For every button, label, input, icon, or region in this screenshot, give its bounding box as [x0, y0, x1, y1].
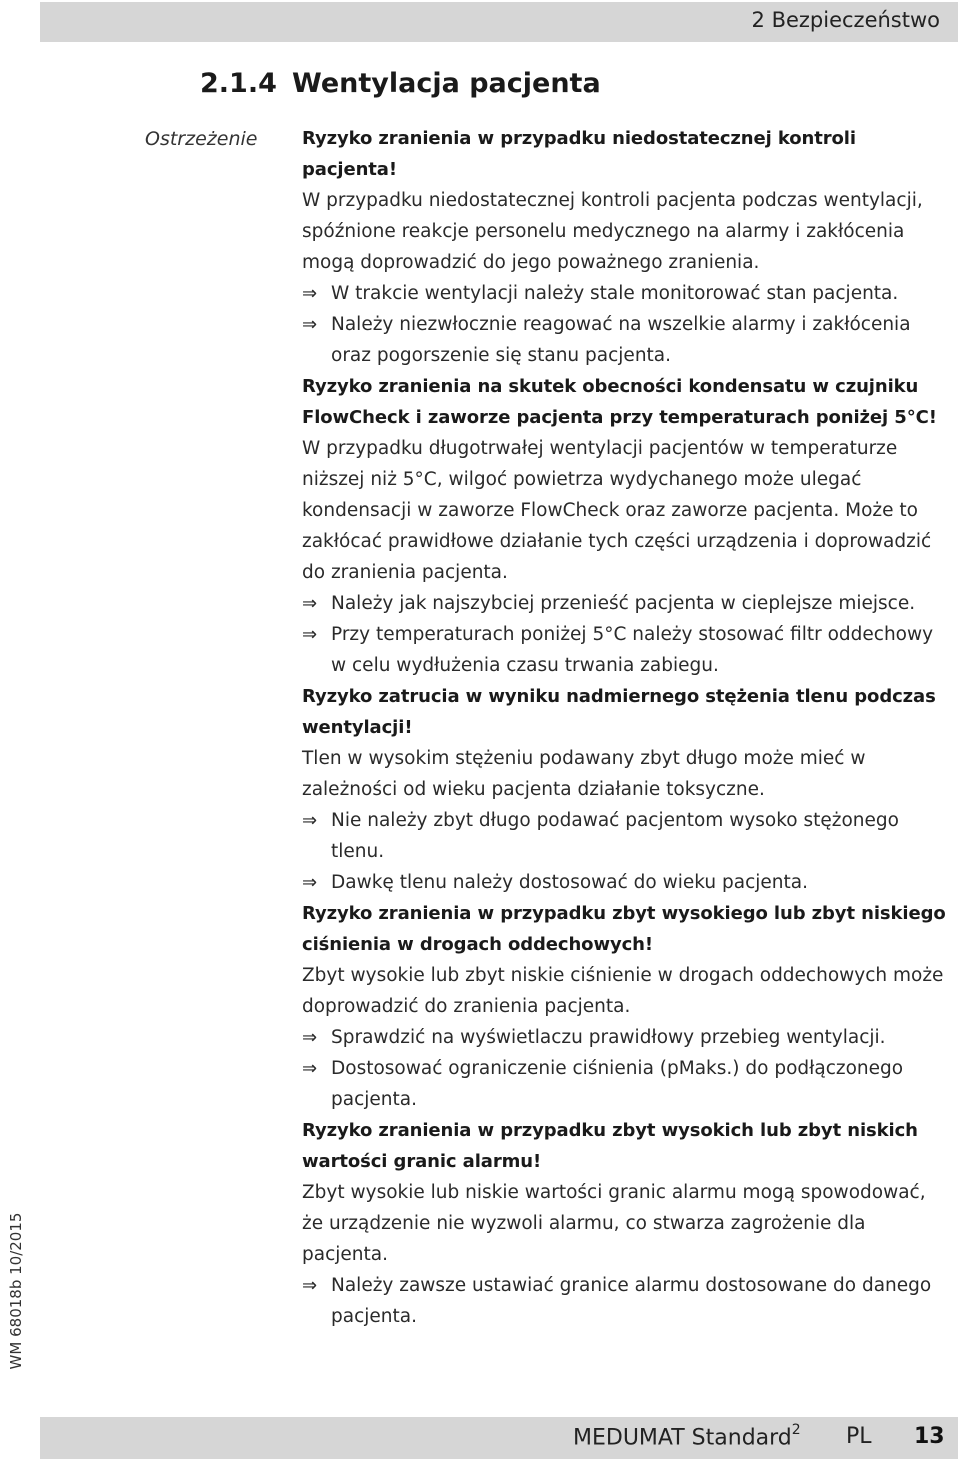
- step-text: W trakcie wentylacji należy stale monitorować stan pacjenta.: [331, 283, 899, 304]
- warning-description: Zbyt wysokie lub niskie wartości granic alarmu mogą spowodować, że urządzenie nie wyzwoli alarmu, co stwarza zagrożenie dla pacjenta.: [302, 1182, 926, 1265]
- step-text: Należy niezwłocznie reagować na wszelkie alarmy i zakłócenia oraz pogorszenie się stanu pacjenta.: [331, 314, 911, 366]
- step-text: Dawkę tlenu należy dostosować do wieku pacjenta.: [331, 872, 808, 893]
- double-arrow-right-icon: ⇒: [302, 1058, 318, 1079]
- double-arrow-right-icon: ⇒: [302, 1275, 318, 1296]
- instruction-step: [302, 1270, 952, 1332]
- warning-title: Ryzyko zranienia w przypadku zbyt wysokich lub zbyt niskich wartości granic alarmu!: [302, 1120, 918, 1172]
- step-text: Należy jak najszybciej przenieść pacjenta w cieplejsze miejsce.: [331, 593, 916, 614]
- section-number: 2.1.4: [200, 68, 277, 99]
- warning-title: Ryzyko zranienia na skutek obecności kondensatu w czujniku FlowCheck i zaworze pacjenta przy temperaturach poniżej 5°C!: [302, 376, 937, 428]
- instruction-step: [302, 1053, 952, 1115]
- page-header-bar: [40, 2, 958, 42]
- double-arrow-right-icon: ⇒: [302, 872, 318, 893]
- document-code: WM 68018b 10/2015: [7, 1212, 25, 1370]
- double-arrow-right-icon: ⇒: [302, 624, 318, 645]
- section-title: [200, 68, 601, 99]
- instruction-step: [302, 867, 952, 898]
- warnings-content: [302, 123, 952, 1332]
- step-text: Należy zawsze ustawiać granice alarmu dostosowane do danego pacjenta.: [331, 1275, 932, 1327]
- product-superscript: 2: [791, 1422, 801, 1438]
- instruction-step: [302, 309, 952, 371]
- warning-side-label: Ostrzeżenie: [145, 128, 258, 150]
- warning-description: Zbyt wysokie lub zbyt niskie ciśnienie w drogach oddechowych może doprowadzić do zranienia pacjenta.: [302, 965, 944, 1017]
- section-title-text: Wentylacja pacjenta: [292, 68, 601, 99]
- double-arrow-right-icon: ⇒: [302, 810, 318, 831]
- step-text: Nie należy zbyt długo podawać pacjentom wysoko stężonego tlenu.: [331, 810, 899, 862]
- warning-description: Tlen w wysokim stężeniu podawany zbyt długo może mieć w zależności od wieku pacjenta działanie toksyczne.: [302, 748, 866, 800]
- step-text: Dostosować ograniczenie ciśnienia (pMaks.) do podłączonego pacjenta.: [331, 1058, 904, 1110]
- warning-title: Ryzyko zranienia w przypadku zbyt wysokiego lub zbyt niskiego ciśnienia w drogach oddechowych!: [302, 903, 946, 955]
- step-text: Przy temperaturach poniżej 5°C należy stosować filtr oddechowy w celu wydłużenia czasu trwania zabiegu.: [331, 624, 934, 676]
- instruction-step: [302, 805, 952, 867]
- double-arrow-right-icon: ⇒: [302, 593, 318, 614]
- instruction-step: [302, 588, 952, 619]
- chapter-heading: 2 Bezpieczeństwo: [751, 8, 940, 32]
- instruction-step: [302, 619, 952, 681]
- warning-title: Ryzyko zranienia w przypadku niedostatecznej kontroli pacjenta!: [302, 128, 856, 180]
- instruction-step: [302, 278, 952, 309]
- warning-title: Ryzyko zatrucia w wyniku nadmiernego stężenia tlenu podczas wentylacji!: [302, 686, 936, 738]
- warning-description: W przypadku długotrwałej wentylacji pacjentów w temperaturze niższej niż 5°C, wilgoć powietrza wydychanego może ulegać kondensacji w zaworze FlowCheck oraz zaworze pacjenta. Może to zakłócać prawidłowe działanie tych części urządzenia i doprowadzić do zranienia pacjenta.: [302, 438, 932, 583]
- warning-description: W przypadku niedostatecznej kontroli pacjenta podczas wentylacji, spóźnione reakcje personelu medycznego na alarmy i zakłócenia mogą doprowadzić do jego poważnego zranienia.: [302, 190, 923, 273]
- double-arrow-right-icon: ⇒: [302, 1027, 318, 1048]
- product-name: [573, 1424, 801, 1450]
- page-number: 13: [914, 1424, 945, 1449]
- product-name-text: MEDUMAT Standard: [573, 1425, 792, 1451]
- page-footer-bar: [40, 1417, 958, 1459]
- instruction-step: [302, 1022, 952, 1053]
- step-text: Sprawdzić na wyświetlaczu prawidłowy przebieg wentylacji.: [331, 1027, 886, 1048]
- language-code: PL: [846, 1424, 872, 1449]
- double-arrow-right-icon: ⇒: [302, 314, 318, 335]
- double-arrow-right-icon: ⇒: [302, 283, 318, 304]
